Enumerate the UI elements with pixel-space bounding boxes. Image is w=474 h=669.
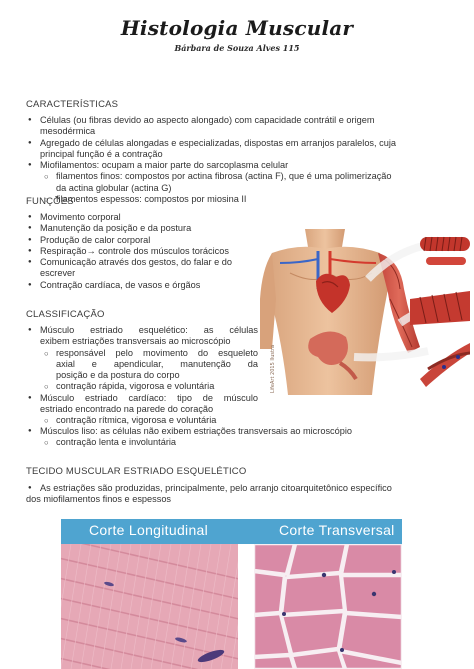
list-item: ● Agregado de células alongadas e especializadas, dispostas em arranjos paralelos, cuja [26,138,446,149]
section-heading-caracteristicas: CARACTERÍSTICAS [26,99,119,110]
list-item-continuation: mesodérmica [40,126,96,137]
label-corte-longitudinal: Corte Longitudinal [89,522,209,538]
author-name: Bárbara de Souza Alves 115 [174,43,300,53]
list-item: ● Movimento corporal [26,212,258,223]
anatomy-watermark: LifeArt 2015 Ilustra [270,344,276,393]
page-title: Histologia Muscular [120,16,354,40]
list-item-continuation: estriado encontrado na parede do coração [40,404,214,415]
list-item: ● As estriações são produzidas, principalmente, pelo arranjo citoarquitetônico específico [26,483,446,494]
section-heading-tecido: TECIDO MUSCULAR ESTRIADO ESQUELÉTICO [26,466,247,477]
caracteristicas-list [26,115,446,205]
sub-list-item-continuation: da actina globular (actina G) [56,182,172,193]
sub-list-item: ○ filamentos finos: compostos por actina fibrosa (actina F), que é uma polimerização [26,171,446,182]
anatomy-illustration [260,229,470,395]
list-item: ● Músculo estriado esquelético: as células [26,325,258,336]
list-item: ● Respiração→ controle dos músculos torácicos [26,246,258,257]
classificacao-list [26,325,258,427]
sub-list-item-continuation: posição e da postura do corpo [56,370,180,381]
list-item-continuation: principal função é a contração [40,148,163,159]
list-item: ● Manutenção da posição e da postura [26,223,258,234]
list-item: ● Comunicação através dos gestos, do falar e do [26,257,258,268]
muscle-anatomy-image [260,229,470,395]
sub-list-item: ○ contração rítmica, vigorosa e voluntária [26,415,258,426]
longitudinal-section-image [61,544,238,669]
list-item: ● Produção de calor corporal [26,235,258,246]
list-item: ● Contração cardíaca, de vasos e órgãos [26,280,258,291]
section-heading-funcoes: FUNÇÕES [26,196,74,207]
list-item-continuation: escrever [40,268,76,279]
sub-list-item: ○ filamentos espessos: compostos por miosina II [26,194,446,205]
funcoes-list [26,212,258,291]
sub-list-item: ○ contração lenta e involuntária [26,437,456,448]
list-item: ● Células (ou fibras devido ao aspecto alongado) com capacidade contrátil e origem [26,115,446,126]
list-item-continuation: exibem estriações transversais ao microscópio [40,336,231,347]
sub-list-item: ○ responsável pelo movimento do esqueleto [26,348,258,359]
list-item: ● Músculos liso: as células não exibem estriações transversais ao microscópio [26,426,456,437]
sub-list-item-continuation: axial e apendicular, manutenção da [56,358,258,369]
sub-list-item: ○ contração rápida, vigorosa e voluntária [26,381,258,392]
list-item: ● Músculo estriado cardíaco: tipo de músculo [26,393,258,404]
list-item-continuation: dos miofilamentos finos e espessos [26,494,172,505]
micrograph-panel [61,519,402,669]
section-heading-classificacao: CLASSIFICAÇÃO [26,309,105,320]
tecido-list [26,483,446,506]
list-item: ● Miofilamentos: ocupam a maior parte do sarcoplasma celular [26,160,446,171]
label-corte-transversal: Corte Transversal [279,522,395,538]
classificacao-list-liso [26,426,456,449]
transversal-section-image [254,544,402,669]
